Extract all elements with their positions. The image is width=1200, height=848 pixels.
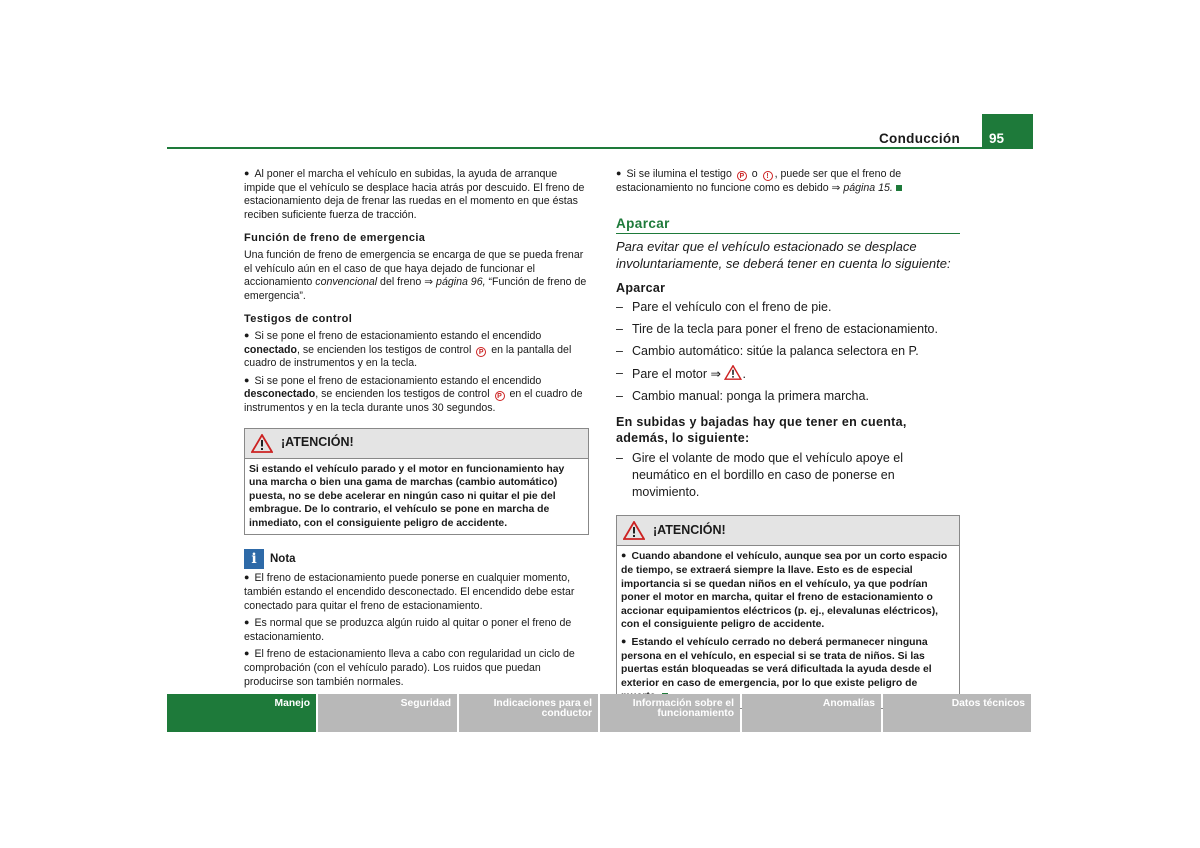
list-item: ● Cuando abandone el vehículo, aunque sea por un corto espacio de tiempo, se extraerá siempre la llave. Esto es de especial importancia si se quedan niños en el vehículo, ya que podrían poner el motor en marcha, quitar el freno de estacionamiento o accionar equipamientos eléctricos (p. ej., elevalunas eléctricos), con el consiguiente peligro de accidente. — [621, 550, 948, 631]
list-item: ● El freno de estacionamiento lleva a cabo con regularidad un ciclo de comprobación (con el vehículo parado). Los ruidos que puedan producirse son también normales. — [244, 648, 575, 688]
tab-indicaciones[interactable]: Indicaciones para el conductor — [459, 694, 598, 732]
warning-text: Si estando el vehículo parado y el motor en funcionamiento hay una marcha o bien una gama de marchas (cambio automático) puesta, no se debe acelerar en ningún caso ni quitar el pie del embrague. De lo contrario, el vehículo se pone en marcha de inmediato, con el consiguiente peligro de accidente. — [249, 463, 565, 529]
page-link[interactable]: página 15. — [843, 181, 893, 194]
list-item: ● Si se pone el freno de estacionamiento estando el encendido conectado, se encienden los testigos de control P en la pantalla del cuadro de instrumentos y en la tecla. — [244, 329, 572, 370]
tab-datos-tecnicos[interactable]: Datos técnicos — [883, 694, 1031, 732]
warning-triangle-icon — [251, 434, 273, 453]
heading-aparcar: Aparcar — [616, 217, 960, 234]
end-marker-icon — [896, 185, 902, 191]
tab-anomalias[interactable]: Anomalías — [742, 694, 881, 732]
bullet-icon: ● — [621, 550, 627, 561]
tab-informacion[interactable]: Información sobre el funcionamiento — [600, 694, 740, 732]
page-link[interactable]: página 96, — [436, 276, 486, 289]
step-item: – Pare el motor ⇒ . — [616, 366, 746, 382]
bullet-icon: ● — [244, 329, 250, 340]
paragraph-testigo: ● Si se ilumina el testigo P o ! , puede ser que el freno de estacionamiento no funcione como es debido ⇒ página 15. — [616, 168, 902, 194]
paragraph-arranque: ● Al poner el marcha el vehículo en subidas, la ayuda de arranque impide que el vehículo se desplace hacia atrás por descuido. El freno de estacionamiento deja de frenar las ruedas en el momento en que éstas reciben suficiente fuerza de tracción. — [244, 168, 585, 221]
list-item: ● Estando el vehículo cerrado no deberá permanecer ninguna persona en el vehículo, en especial si se trata de niños. Si las puertas están bloqueadas se verá dificultada la ayuda desde el exterior en caso de emergencia, por lo que existe peligro de — [621, 636, 955, 704]
bullet-icon: ● — [244, 648, 250, 659]
heading-testigos: Testigos de control — [244, 313, 353, 326]
step-item: – Cambio manual: ponga la primera marcha. — [616, 389, 869, 404]
bullet-icon: ● — [244, 617, 250, 628]
footer-nav — [167, 694, 1031, 732]
section-title: Conducción — [879, 131, 960, 146]
list-item: ● El freno de estacionamiento puede ponerse en cualquier momento, también estando el encendido desconectado. El encendido debe estar conectado para quitar el freno de estacionamiento. — [244, 572, 575, 612]
warning-triangle-icon — [623, 521, 645, 540]
list-item: ● Si se pone el freno de estacionamiento estando el encendido desconectado, se encienden los testigos de control P en el cuadro de instrumentos y en la tecla durante unos 30 segundos. — [244, 374, 583, 414]
warning-triangle-icon — [724, 365, 742, 380]
heading-freno-emergencia: Función de freno de emergencia — [244, 232, 426, 245]
left-column — [244, 168, 589, 693]
brake-warning-icon: P — [476, 347, 486, 357]
list-item: ● Es normal que se produzca algún ruido al quitar o poner el freno de estacionamiento. — [244, 617, 572, 643]
bullet-icon: ● — [616, 168, 622, 178]
subheading-subidas: En subidas y bajadas hay que tener en cuenta, además, lo siguiente: — [616, 415, 907, 445]
tab-seguridad[interactable]: Seguridad — [318, 694, 457, 732]
warning-header: ¡ATENCIÓN! — [617, 516, 959, 546]
step-item: – Pare el vehículo con el freno de pie. — [616, 300, 832, 315]
step-item: – Tire de la tecla para poner el freno de estacionamiento. — [616, 322, 938, 337]
step-item: – Gire el volante de modo que el vehículo apoye el neumático en el bordillo en caso de ponerse en movimiento. — [616, 451, 904, 500]
header-rule — [167, 147, 1033, 149]
bullet-icon: ● — [244, 572, 250, 583]
brake-warning-icon: P — [737, 171, 747, 181]
subheading-aparcar: Aparcar — [616, 280, 666, 295]
info-icon: i — [244, 549, 264, 569]
warning-text — [617, 546, 959, 708]
brake-fault-icon: ! — [763, 171, 773, 181]
bullet-icon: ● — [621, 635, 627, 646]
bullet-icon: ● — [244, 168, 250, 178]
warning-box — [616, 515, 960, 709]
page-number: 95 — [982, 114, 1033, 149]
warning-box — [244, 428, 589, 536]
brake-warning-icon: P — [495, 391, 505, 401]
paragraph-emergencia: Una función de freno de emergencia se encarga de que se pueda frenar el vehículo aún en el caso de que haya dejado de funcionar el accionamiento convencional del freno ⇒ página 96, “Función de freno de emergencia”. — [244, 248, 587, 302]
right-column — [616, 168, 960, 719]
note-header: i Nota — [244, 549, 589, 569]
step-item: – Cambio automático: sitúe la palanca selectora en P. — [616, 344, 919, 359]
bullet-icon: ● — [244, 374, 250, 385]
tab-manejo[interactable]: Manejo — [167, 694, 316, 732]
intro-text: Para evitar que el vehículo estacionado se desplace involuntariamente, se deberá tener en cuenta lo siguiente: — [616, 238, 951, 271]
warning-header: ¡ATENCIÓN! — [245, 429, 588, 459]
